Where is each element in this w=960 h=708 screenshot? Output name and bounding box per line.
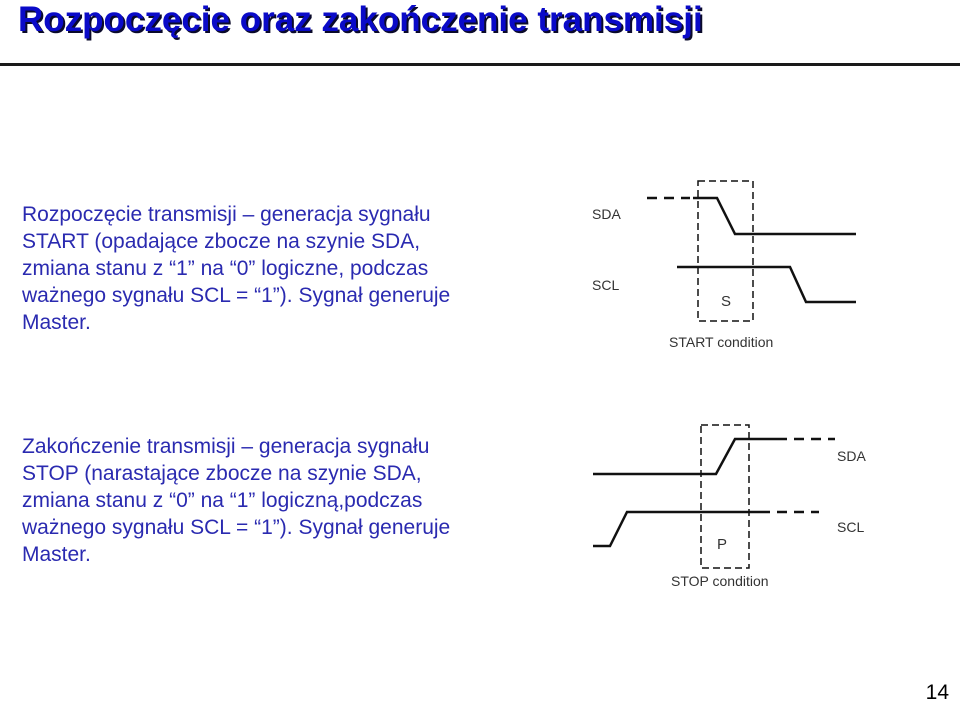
stop-line-3: zmiana stanu z “0” na “1” logiczną,podczas — [22, 489, 423, 512]
start-scl-trace — [677, 267, 856, 302]
start-sda-trace — [693, 198, 856, 234]
start-line-2: START (opadające zbocze na szynie SDA, — [22, 230, 421, 253]
stop-sda-trace — [593, 439, 787, 474]
start-sda-label: SDA — [592, 206, 621, 222]
start-scl-label: SCL — [592, 277, 620, 293]
stop-description — [22, 433, 522, 568]
stop-scl-trace — [593, 512, 770, 546]
start-caption: START condition — [669, 334, 774, 350]
start-marker: S — [721, 293, 732, 310]
stop-condition-diagram — [590, 418, 890, 598]
stop-scl-label: SCL — [837, 519, 865, 535]
stop-line-5: Master. — [22, 543, 91, 566]
start-description — [22, 201, 522, 336]
slide-title: Rozpoczęcie oraz zakończenie transmisji — [18, 0, 703, 39]
start-line-4: ważnego sygnału SCL = “1”). Sygnał generuje — [22, 284, 451, 307]
start-line-3: zmiana stanu z “1” na “0” logiczne, podczas — [22, 257, 429, 280]
stop-sda-label: SDA — [837, 448, 866, 464]
start-line-5: Master. — [22, 311, 91, 334]
stop-line-1: Zakończenie transmisji – generacja sygnału — [22, 435, 430, 458]
stop-line-4: ważnego sygnału SCL = “1”). Sygnał generuje — [22, 516, 451, 539]
title-divider — [0, 63, 960, 66]
stop-caption: STOP condition — [671, 573, 769, 589]
stop-marker: P — [717, 536, 728, 553]
start-condition-diagram — [585, 175, 865, 355]
stop-line-2: STOP (narastające zbocze na szynie SDA, — [22, 462, 422, 485]
page-number: 14 — [925, 681, 949, 704]
start-line-1: Rozpoczęcie transmisji – generacja sygnału — [22, 203, 431, 226]
